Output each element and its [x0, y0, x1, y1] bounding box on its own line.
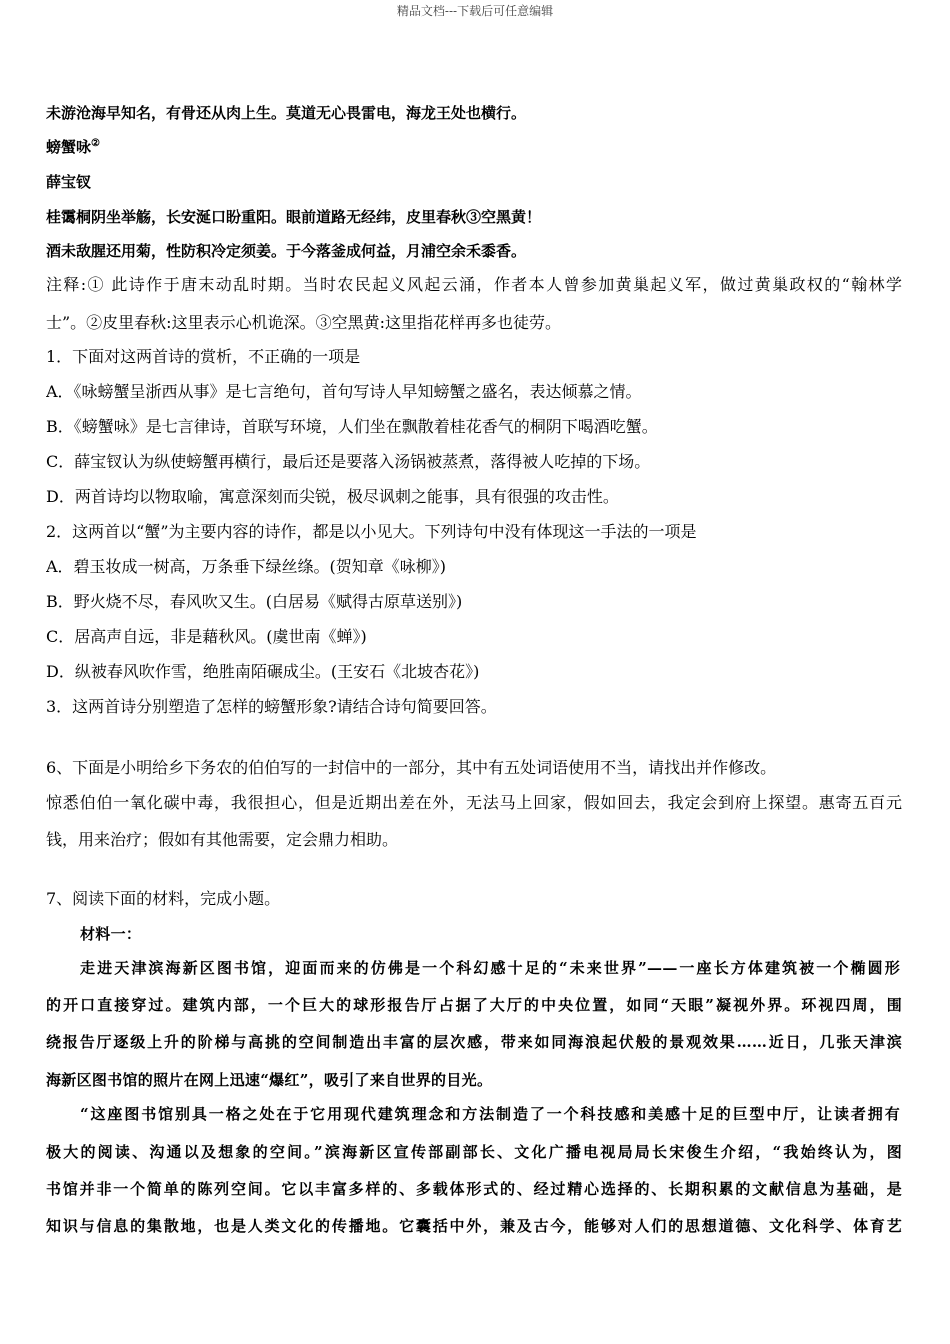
para2-line-2: 极大的阅读、沟通以及想象的空间。”滨海新区宣传部副部长、文化广播电视局局长宋俊生介绍，“我始终认为，图 — [46, 1143, 902, 1161]
para2-line-3: 书馆并非一个简单的陈列空间。它以丰富多样的、多载体形式的、经过精心选择的、长期积累的文献信息为基础，是 — [46, 1180, 902, 1198]
q2-option-d: D．纵被春风吹作雪，绝胜南陌碾成尘。(王安石《北坡杏花》) — [46, 662, 480, 681]
material-label: 材料一： — [80, 925, 142, 943]
q1-option-d: D．两首诗均以物取喻，寓意深刻而尖锐，极尽讽刺之能事，具有很强的攻击性。 — [46, 487, 619, 506]
q3-stem: 3．这两首诗分别塑造了怎样的螃蟹形象?请结合诗句简要回答。 — [46, 697, 497, 716]
poem2-title-footnote: ② — [91, 138, 100, 149]
q6-letter-line-1: 惊悉伯伯一氧化碳中毒，我很担心，但是近期出差在外，无法马上回家，假如回去，我定会到府上探望。惠寄五百元 — [46, 793, 902, 812]
q2-option-c: C．居高声自远，非是藉秋风。(虞世南《蝉》) — [46, 627, 367, 646]
para2-line-1: “这座图书馆别具一格之处在于它用现代建筑理念和方法制造了一个科技感和美感十足的巨型中厅，让读者拥有 — [80, 1105, 900, 1123]
poem2-line-2: 酒未敌腥还用菊，性防积冷定须姜。于今落釜成何益，月浦空余禾黍香。 — [46, 242, 527, 260]
poem2-title — [46, 136, 902, 158]
q1-option-b: B．《螃蟹咏》是七言律诗，首联写环境，人们坐在飘散着桂花香气的桐阴下喝酒吃蟹。 — [46, 417, 658, 436]
page-header: 精品文档---下载后可任意编辑 — [396, 4, 554, 18]
q2-option-b: B．野火烧不尽，春风吹又生。(白居易《赋得古原草送别》) — [46, 592, 463, 611]
para1-line-3: 绕报告厅逐级上升的阶梯与高挑的空间制造出丰富的层次感，带来如同海浪起伏般的景观效果……近日，几张天津滨 — [46, 1033, 902, 1051]
poem1-last-line: 未游沧海早知名，有骨还从肉上生。莫道无心畏雷电，海龙王处也横行。 — [46, 104, 527, 122]
notes-line-2: 士”。②皮里春秋:这里表示心机诡深。③空黑黄:这里指花样再多也徒劳。 — [46, 313, 561, 332]
q2-option-a: A．碧玉妆成一树高，万条垂下绿丝绦。(贺知章《咏柳》) — [46, 557, 447, 576]
poem2-line-1: 桂霭桐阴坐举觞，长安涎口盼重阳。眼前道路无经纬，皮里春秋③空黑黄！ — [46, 208, 542, 226]
poem2-author: 薛宝钗 — [46, 173, 92, 191]
q2-stem: 2．这两首以“蟹”为主要内容的诗作，都是以小见大。下列诗句中没有体现这一手法的一项是 — [46, 522, 697, 541]
q1-option-a: A．《咏螃蟹呈浙西从事》是七言绝句，首句写诗人早知螃蟹之盛名，表达倾慕之情。 — [46, 382, 642, 401]
notes-line-1: 注释:① 此诗作于唐末动乱时期。当时农民起义风起云涌，作者本人曾参加黄巢起义军，做过黄巢政权的“翰林学 — [46, 275, 902, 294]
para1-line-2: 的开口直接穿过。建筑内部，一个巨大的球形报告厅占据了大厅的中央位置，如同“天眼”凝视外界。环视四周，围 — [46, 996, 902, 1014]
q7-stem: 7、阅读下面的材料，完成小题。 — [46, 889, 281, 908]
q1-option-c: C．薛宝钗认为纵使螃蟹再横行，最后还是要落入汤锅被蒸煮，落得被人吃掉的下场。 — [46, 452, 651, 471]
q6-letter-line-2: 钱，用来治疗；假如有其他需要，定会鼎力相助。 — [46, 830, 399, 849]
para1-line-1: 走进天津滨海新区图书馆，迎面而来的仿佛是一个科幻感十足的“未来世界”——一座长方体建筑被一个椭圆形 — [80, 959, 900, 977]
para2-line-4: 知识与信息的集散地，也是人类文化的传播地。它囊括中外，兼及古今，能够对人们的思想道德、文化科学、体育艺 — [46, 1217, 902, 1235]
para1-line-4: 海新区图书馆的照片在网上迅速“爆红”，吸引了来自世界的目光。 — [46, 1071, 493, 1089]
poem2-title-text: 螃蟹咏 — [46, 138, 92, 156]
q1-stem: 1．下面对这两首诗的赏析，不正确的一项是 — [46, 347, 361, 366]
q6-stem: 6、下面是小明给乡下务农的伯伯写的一封信中的一部分，其中有五处词语使用不当，请找出并作修改。 — [46, 758, 777, 777]
